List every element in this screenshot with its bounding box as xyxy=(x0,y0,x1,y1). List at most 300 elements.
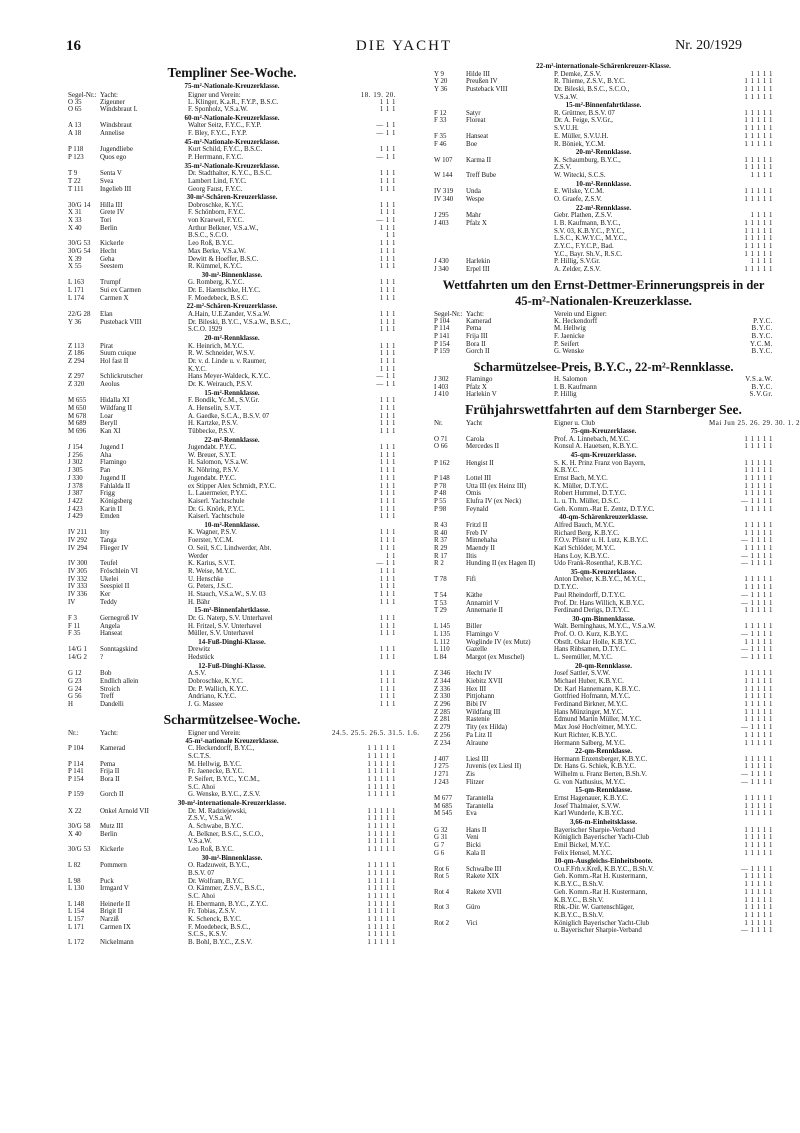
sail-number: R 2 xyxy=(434,560,444,568)
yacht-name: Elufra IV (ex Neck) xyxy=(466,497,522,505)
results: 1 1 1 xyxy=(379,451,396,459)
yacht-name: Irmgard V xyxy=(100,885,129,893)
sail-number: Z 330 xyxy=(434,693,451,701)
table-row xyxy=(434,810,773,818)
sail-number: W 107 xyxy=(434,156,453,164)
results: 1 1 1 xyxy=(379,490,396,498)
sail-number: G 31 xyxy=(434,834,448,842)
table-row xyxy=(68,178,396,186)
owner-club: Kaiserl. Yachtschule xyxy=(188,497,245,505)
yacht-name: Pfalz X xyxy=(466,219,487,227)
owner-club: F. Bley, F.Y.C., F.Y.P. xyxy=(188,130,247,138)
owner-club: Z.Y.C., F.Y.C.P., Bad. xyxy=(554,242,614,250)
yacht-name: Sonntagskind xyxy=(100,646,138,654)
yacht-name: Schwalbe III xyxy=(466,865,502,873)
results: 1 1 1 1 1 xyxy=(744,435,773,443)
results: 1 1 1 xyxy=(379,342,396,350)
yacht-name: Hilde III xyxy=(466,70,490,78)
owner-club: S.V. 03, K.B.Y.C., P.Y.C., xyxy=(554,227,625,235)
results: 1 1 1 xyxy=(379,427,396,435)
class-heading: 45-qm-Kreuzerklasse. xyxy=(570,451,637,459)
owner-club: Dr. Karl Hannemann, K.B.Y.C. xyxy=(554,685,641,693)
table-row xyxy=(434,553,773,561)
results: 1 1 1 1 1 xyxy=(744,716,773,724)
sail-number: J 407 xyxy=(434,755,449,763)
owner-club: A. Gaedke, S.C.A., B.S.V. 07 xyxy=(188,412,270,420)
results: 1 1 1 xyxy=(379,201,396,209)
results: 1 1 1 1 1 xyxy=(367,791,396,799)
sail-number: P 159 xyxy=(434,348,450,356)
results: — 1 1 xyxy=(376,373,396,381)
sail-number: Nr. xyxy=(434,419,443,428)
sail-number: T 111 xyxy=(68,185,84,193)
table-row xyxy=(434,125,773,133)
table-row xyxy=(68,413,396,421)
yacht-name: Hans II xyxy=(466,826,487,834)
results: — 1 1 1 1 xyxy=(740,724,773,732)
yacht-name: Preußen IV xyxy=(466,78,498,86)
owner-club: Y.C., Bayr. Sh.V., R.S.C. xyxy=(554,250,623,258)
sail-number: 14/G 1 xyxy=(68,646,87,654)
sail-number: Z 320 xyxy=(68,380,85,388)
yacht-name: Harlekin xyxy=(466,258,491,266)
sail-number: R 29 xyxy=(434,544,448,552)
yacht-name: Tarantella xyxy=(466,794,494,802)
results: 1 1 1 1 1 xyxy=(744,242,773,250)
yacht-name: Utta III (ex Heinz III) xyxy=(466,482,527,490)
column-header xyxy=(68,91,396,99)
yacht-name: Hengist II xyxy=(466,459,494,467)
table-row xyxy=(434,678,773,686)
sail-number: J 302 xyxy=(68,459,83,467)
table-row xyxy=(68,381,396,389)
table-row xyxy=(68,202,396,210)
table-row xyxy=(434,157,773,165)
sail-number: L 171 xyxy=(68,287,85,295)
results: 1 1 1 xyxy=(379,693,396,701)
yacht-name: Annemarie II xyxy=(466,607,503,615)
yacht-name: Carola xyxy=(466,435,485,443)
table-row xyxy=(434,141,773,149)
yacht-name: Woglinde IV (ex Mutz) xyxy=(466,638,531,646)
sail-number: M 545 xyxy=(434,810,453,818)
sail-number: R 40 xyxy=(434,529,448,537)
table-row xyxy=(434,220,773,228)
owner-club: Dewitt & Hoeffer, B.S.C. xyxy=(188,255,259,263)
owner-club: Eigner und Verein: xyxy=(188,90,241,99)
table-row xyxy=(68,170,396,178)
class-heading: 15-m²-Binnenfahrtklasse. xyxy=(194,606,270,615)
table-row xyxy=(68,295,396,303)
yacht-name: Yacht xyxy=(466,419,483,428)
sail-number: J 271 xyxy=(434,771,449,779)
table-row xyxy=(68,761,396,769)
sail-number: L 135 xyxy=(434,631,451,639)
yacht-name: Sui ex Carmen xyxy=(100,287,141,295)
table-row xyxy=(68,467,396,475)
owner-club: I. B. Kaufmann, B.Y.C., xyxy=(554,219,621,227)
results: 1 1 1 1 1 xyxy=(744,739,773,747)
table-row xyxy=(434,460,773,468)
sail-number: O 71 xyxy=(434,435,448,443)
results: 1 1 1 1 1 xyxy=(744,188,773,196)
class-heading: 30-m²-Binnenklasse. xyxy=(201,853,263,862)
table-row xyxy=(434,384,773,392)
owner-club: L. Klinger, K.a.R., F.Y.P., B.S.C. xyxy=(188,98,279,106)
class-heading: 10-m²-Rennklasse. xyxy=(204,520,260,529)
sail-number: G 12 xyxy=(68,670,82,678)
results: — 1 1 1 1 xyxy=(740,591,773,599)
results: 1 1 1 1 1 xyxy=(744,132,773,140)
results: — 1 1 xyxy=(376,380,396,388)
yacht-name: Kan XI xyxy=(100,427,121,435)
results: 1 1 1 1 1 xyxy=(744,911,773,919)
sail-number: G 56 xyxy=(68,693,82,701)
owner-club: H. Salomon xyxy=(554,376,587,384)
results: 1 1 1 1 1 xyxy=(744,505,773,513)
yacht-name: Flamingo xyxy=(100,459,127,467)
yacht-name: Mercedes II xyxy=(466,443,500,451)
table-row xyxy=(68,209,396,217)
yacht-name: Alraune xyxy=(466,739,489,747)
table-row xyxy=(68,545,396,553)
sail-number: F 12 xyxy=(434,109,447,117)
yacht-name: Hex III xyxy=(466,685,487,693)
results: V.S.a.W. xyxy=(745,376,773,384)
yacht-name: Biller xyxy=(466,623,482,631)
owner-club: Königlich Bayerischer Yacht-Club xyxy=(554,834,650,842)
table-row xyxy=(68,405,396,413)
yacht-name: Endlich allein xyxy=(100,677,139,685)
owner-club: S.C.T.S. xyxy=(188,752,211,760)
sail-number: P 114 xyxy=(68,760,84,768)
results: 1 1 1 1 1 xyxy=(367,745,396,753)
table-row xyxy=(434,724,773,732)
owner-club: L. u. Th. Müller, D.S.C. xyxy=(554,497,621,505)
owner-club: P. Demke, Z.S.V. xyxy=(554,70,602,78)
table-row xyxy=(68,350,396,358)
sail-number: L 130 xyxy=(68,885,85,893)
owner-club: Konsul A. Hauetsen, K.B.Y.C. xyxy=(554,443,638,451)
owner-club: E. Wilske, Y.C.M. xyxy=(554,188,604,196)
results: 1 1 1 1 1 xyxy=(744,919,773,927)
section-title: Templiner See-Woche. xyxy=(167,65,297,80)
class-heading: 20-m²-Rennklasse. xyxy=(204,334,260,342)
owner-club: K. Nöhring, P.S.V. xyxy=(188,467,239,475)
sail-number: Z 281 xyxy=(434,716,451,724)
table-row xyxy=(68,646,396,654)
sail-number: Rot 3 xyxy=(434,904,450,912)
section-title: Wettfahrten um den Ernst-Dettmer-Erinnerungspreis in der 45-m²-Nationalen-Kreuzerklasse. xyxy=(442,277,765,308)
yacht-name: Käthe xyxy=(466,591,483,599)
results: 1 1 1 xyxy=(379,318,396,326)
owner-club: R. W. Schneider, W.S.V. xyxy=(188,350,255,358)
table-row xyxy=(434,235,773,243)
table-row xyxy=(434,740,773,748)
yacht-name: Kiebitz XVII xyxy=(466,678,503,685)
sail-number: IV 211 xyxy=(68,529,87,537)
page-header xyxy=(66,38,742,58)
sail-number: J 340 xyxy=(434,265,449,273)
sail-number: F 35 xyxy=(68,630,81,638)
yacht-name: Unda xyxy=(466,188,481,196)
yacht-name: Dandelli xyxy=(100,701,124,708)
sail-number: T 9 xyxy=(68,170,78,178)
table-row xyxy=(68,146,396,154)
table-row xyxy=(68,753,396,761)
results: 1 1 1 1 1 xyxy=(744,810,773,818)
results: 1 1 1 xyxy=(379,467,396,475)
owner-club: R. Grüttner, B.S.V. 07 xyxy=(554,109,615,117)
owner-club: S.C.O. 1929 xyxy=(188,326,223,334)
results: 1 1 1 xyxy=(379,590,396,598)
results: 1 1 1 1 1 xyxy=(367,807,396,815)
table-row xyxy=(68,311,396,319)
sail-number: 30/G 14 xyxy=(68,201,91,209)
sail-number: M 685 xyxy=(434,802,453,810)
results: 1 1 1 1 1 xyxy=(744,219,773,227)
table-row xyxy=(68,560,396,568)
table-row xyxy=(68,240,396,248)
results: 1 1 1 1 1 xyxy=(367,877,396,885)
table-row xyxy=(68,483,396,491)
results: — 1 1 xyxy=(376,122,396,130)
sail-number: Z 186 xyxy=(68,350,85,358)
owner-club: O. Graefe, Z.S.V. xyxy=(554,195,602,203)
table-row xyxy=(68,670,396,678)
owner-club: B.S.V. 07 xyxy=(188,869,215,877)
owner-club: P. Seifert, B.Y.C., Y.C.M., xyxy=(188,775,260,783)
results: — 1 1 1 1 xyxy=(740,560,773,568)
sail-number: L 163 xyxy=(68,279,85,287)
table-row xyxy=(68,768,396,776)
sail-number: Z 297 xyxy=(68,373,85,381)
owner-club: Dr. A. Feige, S.V.Gr., xyxy=(554,117,613,125)
table-row xyxy=(434,117,773,125)
sail-number: X 31 xyxy=(68,209,82,217)
table-row xyxy=(68,791,396,799)
table-row xyxy=(434,164,773,172)
yacht-name: Grete IV xyxy=(100,209,125,217)
results: B.Y.C. xyxy=(751,348,773,356)
sail-number: J 275 xyxy=(434,763,449,771)
yacht-name: Zis xyxy=(466,771,475,779)
table-row xyxy=(434,709,773,717)
owner-club: Ernst Bach, M.Y.C. xyxy=(554,474,608,482)
yacht-name: Trumpf xyxy=(100,279,121,287)
class-heading: 15-qm-Rennklasse. xyxy=(575,786,632,795)
table-row xyxy=(68,846,396,854)
owner-club: I. B. Kaufmann xyxy=(554,383,597,391)
table-row xyxy=(434,897,773,905)
owner-club: Dr. Bileski, B.Y.C., V.S.a.W., B.S.C., xyxy=(188,318,291,326)
owner-club: Max Berke, V.S.a.W. xyxy=(188,247,246,255)
table-row xyxy=(434,881,773,889)
owner-club: Hans Rübsamen, D.T.Y.C. xyxy=(554,646,627,654)
owner-club: U. Henschke xyxy=(188,575,224,583)
table-row xyxy=(434,537,773,545)
owner-club: Karl Wunderle, K.B.Y.C. xyxy=(554,810,624,818)
yacht-name: Tori xyxy=(100,217,112,225)
table-row xyxy=(434,803,773,811)
results: — 1 1 1 1 xyxy=(740,552,773,560)
owner-club: P. Hillig, S.V.Gr. xyxy=(554,258,601,266)
yacht-name: Pema xyxy=(100,760,116,768)
sail-number: Nr.: xyxy=(68,728,79,737)
sail-number: L 112 xyxy=(434,638,450,646)
results: 1 1 1 1 1 xyxy=(744,881,773,889)
owner-club: Dr. G. Knörk, P.Y.C. xyxy=(188,505,245,513)
yacht-name: Ker xyxy=(100,590,111,598)
owner-club: Z.S.V. xyxy=(554,164,572,172)
yacht-name: Boe xyxy=(466,140,478,148)
yacht-name: Hanseat xyxy=(466,132,489,140)
owner-club: K. Karius, S.V.T. xyxy=(188,560,236,568)
table-row xyxy=(434,391,773,399)
owner-club: A.Hain, U.E.Zander, V.S.a.W. xyxy=(188,310,271,318)
owner-club: K. Heckendorff xyxy=(554,317,598,325)
results: 1 1 1 xyxy=(379,567,396,575)
sail-number: 30/G 53 xyxy=(68,845,91,853)
results: 1 1 1 xyxy=(379,654,396,662)
class-heading: 10-qm-Ausgleichs-Einheitsboote. xyxy=(554,857,653,866)
results: 1 1 1 1 1 xyxy=(367,768,396,776)
table-row xyxy=(434,904,773,912)
sail-number: F 11 xyxy=(68,622,81,630)
owner-club: F. Sponholz, V.S.a.W. xyxy=(188,106,248,114)
results: 1 1 1 xyxy=(379,614,396,622)
sail-number: IV xyxy=(68,598,76,606)
owner-club: O. Seil, S.C. Lindwerder, Abt. xyxy=(188,544,272,552)
sail-number: 14/G 2 xyxy=(68,654,87,662)
yacht-name: Hunding II (ex Hagen II) xyxy=(466,560,536,568)
issue-number: Nr. 20/1929 xyxy=(675,38,742,53)
table-row xyxy=(68,831,396,839)
yacht-name: Kamerad xyxy=(100,745,126,753)
yacht-name: Flamingo xyxy=(466,376,493,384)
table-row xyxy=(434,172,773,180)
table-row xyxy=(68,490,396,498)
results: 1 1 1 xyxy=(379,185,396,193)
yacht-name: Karma II xyxy=(466,156,492,164)
yacht-name: Pusteback VIII xyxy=(466,85,508,93)
owner-club: P. Herrmann, F.Y.C. xyxy=(188,153,244,161)
table-row xyxy=(68,901,396,909)
owner-club: Karl Schlöder, M.Y.C. xyxy=(554,544,616,552)
results: S.V.Gr. xyxy=(749,391,773,399)
results: 1 1 1 xyxy=(379,263,396,271)
owner-club: R. Böniek, Y.C.M. xyxy=(554,140,606,148)
owner-club: F.O.v. Pfister u. H. Lutz, K.B.Y.C. xyxy=(554,537,649,545)
sail-number: P 154 xyxy=(68,775,84,783)
results: 1 1 1 xyxy=(379,170,396,178)
results: 1 1 1 1 1 xyxy=(744,896,773,904)
table-row xyxy=(68,420,396,428)
table-row xyxy=(434,522,773,530)
table-row xyxy=(434,756,773,764)
sail-number: J 430 xyxy=(434,258,449,266)
owner-club: S.C. Ahoi xyxy=(188,892,215,900)
owner-club: Leo Roß, B.Y.C. xyxy=(188,240,234,248)
results: 1 1 1 1 xyxy=(750,70,773,78)
yacht-name: Elan xyxy=(100,310,113,318)
yacht-name: Geha xyxy=(100,255,115,263)
results: 1 1 1 xyxy=(379,255,396,263)
table-row xyxy=(434,333,773,341)
results: 1 1 1 1 1 xyxy=(367,830,396,838)
yacht-name: Yacht: xyxy=(100,728,118,737)
sail-number: L 172 xyxy=(68,939,85,946)
class-heading: 75-m²-Nationale-Kreuzerklasse. xyxy=(184,82,280,90)
table-row xyxy=(434,133,773,141)
table-row xyxy=(434,763,773,771)
owner-club: Felix Hensel, M.Y.C. xyxy=(554,849,613,857)
results: 1 1 1 1 1 xyxy=(744,826,773,834)
sail-number: O 35 xyxy=(68,98,82,106)
yacht-name: Ukelei xyxy=(100,575,119,583)
results: 1 1 1 xyxy=(379,365,396,373)
owner-club: Alfred Bauch, M.Y.C. xyxy=(554,521,615,529)
owner-club: Wilhelm u. Franz Berten, B.Sh.V. xyxy=(554,771,647,779)
sail-number: G 7 xyxy=(434,841,445,849)
sail-number: G 6 xyxy=(434,849,445,857)
results: 1 1 1 xyxy=(379,685,396,693)
sail-number: L 157 xyxy=(68,915,85,923)
results: 1 1 1 xyxy=(379,357,396,365)
owner-club: S.C. Ahoi xyxy=(188,783,215,791)
owner-club: Dr. K. Weirauch, P.S.V. xyxy=(188,380,253,388)
sail-number: IV 292 xyxy=(68,537,88,545)
yacht-name: Jugendliebe xyxy=(100,146,133,154)
table-row xyxy=(68,678,396,686)
sail-number: J 410 xyxy=(434,391,449,399)
yacht-name: Gorch II xyxy=(100,791,124,799)
table-row xyxy=(434,686,773,694)
table-row xyxy=(434,212,773,220)
sail-number: P 55 xyxy=(434,497,447,505)
table-row xyxy=(68,106,396,114)
owner-club: G. von Nathusius, M.Y.C. xyxy=(554,778,626,786)
yacht-name: Flamingo V xyxy=(466,631,499,639)
table-row xyxy=(68,225,396,233)
sail-number: Z 294 xyxy=(68,357,85,365)
owner-club: Bayerischer Sharpie-Verband xyxy=(554,826,635,834)
table-row xyxy=(68,428,396,436)
results: 1 1 1 xyxy=(379,287,396,295)
table-row xyxy=(68,217,396,225)
yacht-name: Brigit II xyxy=(100,908,123,916)
results: 1 1 1 1 1 xyxy=(744,755,773,763)
yacht-name: Treff Bube xyxy=(466,172,497,180)
results: 1 1 1 xyxy=(379,544,396,552)
yacht-name: Gazelle xyxy=(466,646,488,654)
sail-number: A 13 xyxy=(68,122,82,130)
results: 1 1 1 xyxy=(379,701,396,708)
table-row xyxy=(68,397,396,405)
sail-number: M 678 xyxy=(68,412,87,420)
yacht-name: Jugend II xyxy=(100,474,126,482)
yacht-name: Suum cuique xyxy=(100,350,137,358)
sail-number: L 174 xyxy=(68,294,85,302)
yacht-name: Teddy xyxy=(100,598,118,606)
sail-number: Rot 6 xyxy=(434,865,450,873)
results: — 1 1 1 1 xyxy=(740,497,773,505)
yacht-name: Hecht xyxy=(100,247,117,255)
yacht-name: Bora II xyxy=(100,775,120,783)
class-heading: 3,66-m-Einheitsklasse. xyxy=(570,818,637,826)
results: 1 1 1 xyxy=(379,497,396,505)
yacht-name: Wildfang III xyxy=(466,708,501,716)
